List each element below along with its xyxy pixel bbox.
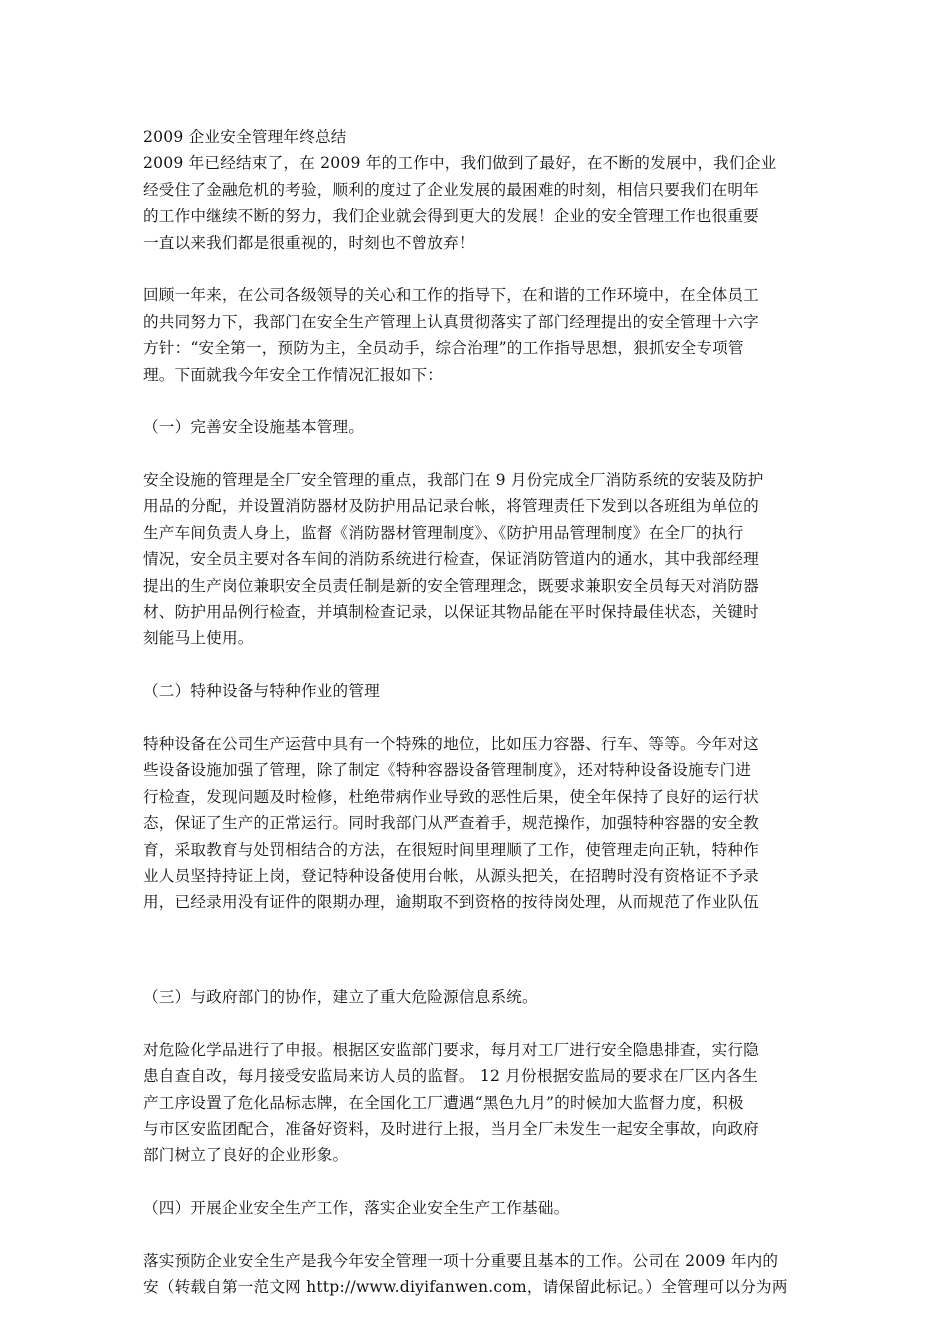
paragraph-gap (143, 1222, 809, 1248)
text-line: 的工作中继续不断的努力，我们企业就会得到更大的发展！企业的安全管理工作也很重要 (143, 207, 759, 226)
text-line: 生产车间负责人身上，监督《消防器材管理制度》、《防护用品管理制度》在全厂的执行 (143, 523, 744, 542)
paragraph-gap (143, 441, 809, 467)
text-line: 育，采取教育与处罚相结合的方法，在很短时间里理顺了工作，使管理走向正轨，特种作 (143, 840, 759, 859)
paragraph-gap (143, 388, 809, 414)
section-1-heading: （一）完善安全设施基本管理。 (143, 418, 365, 437)
text-line: 理。下面就我今年安全工作情况汇报如下： (143, 365, 444, 384)
review-paragraph (143, 282, 809, 388)
document-body (143, 124, 809, 1301)
text-line: 用品的分配，并设置消防器材及防护用品记录台帐，将管理责任下发到以各班组为单位的 (143, 497, 759, 516)
text-line: 特种设备在公司生产运营中具有一个特殊的地位，比如压力容器、行车、等等。今年对这 (143, 734, 759, 753)
paragraph-gap (143, 256, 809, 282)
section-3-paragraph (143, 1037, 809, 1169)
text-line: 材、防护用品例行检查，并填制检查记录，以保证其物品能在平时保持最佳状态，关键时 (143, 603, 759, 622)
paragraph-gap (143, 1011, 809, 1037)
section-3-heading: （三）与政府部门的协作，建立了重大危险源信息系统。 (143, 988, 538, 1007)
paragraph-gap (143, 916, 809, 958)
text-line: 用，已经录用没有证件的限期办理，逾期取不到资格的按待岗处理，从而规范了作业队伍 (143, 893, 759, 912)
text-line: 2009 年已经结束了，在 2009 年的工作中，我们做到了最好，在不断的发展中，我们企业 (143, 154, 777, 173)
text-line: 行检查，发现问题及时检修，杜绝带病作业导致的恶性后果，使全年保持了良好的运行状 (143, 787, 759, 806)
text-line: 患自查自改，每月接受安监局来访人员的监督。 12 月份根据安监局的要求在厂区内各生 (143, 1067, 758, 1086)
document-title: 2009 企业安全管理年终总结 (143, 128, 347, 146)
text-line: 部门树立了良好的企业形象。 (143, 1146, 349, 1165)
text-line: 安（转载自第一范文网 http://www.diyifanwen.com，请保留此标记。）全管理可以分为两 (143, 1278, 788, 1297)
text-line: 落实预防企业安全生产是我今年安全管理一项十分重要且基本的工作。公司在 2009 年内的 (143, 1252, 779, 1271)
paragraph-gap (143, 1169, 809, 1195)
text-line: 态，保证了生产的正常运行。同时我部门从严查着手，规范操作，加强特种容器的安全教 (143, 814, 759, 833)
text-line: 些设备设施加强了管理，除了制定《特种容器设备管理制度》，还对特种设备设施专门进 (143, 761, 752, 780)
text-line: 与市区安监团配合，准备好资料，及时进行上报，当月全厂未发生一起安全事故，向政府 (143, 1120, 759, 1139)
text-line: 方针：“安全第一，预防为主，全员动手，综合治理”的工作指导思想，狠抓安全专项管 (143, 339, 744, 358)
section-4-paragraph (143, 1248, 809, 1301)
section-2-heading: （二）特种设备与特种作业的管理 (143, 682, 380, 701)
paragraph-gap (143, 705, 809, 731)
section-2-paragraph (143, 731, 809, 916)
paragraph-gap (143, 958, 809, 984)
section-1-paragraph (143, 467, 809, 652)
text-line: 产工序设置了危化品标志牌，在全国化工厂遭遇“黑色九月”的时候加大监督力度，积极 (143, 1093, 744, 1112)
section-4-heading: （四）开展企业安全生产工作，落实企业安全生产工作基础。 (143, 1199, 570, 1218)
text-line: 对危险化学品进行了申报。根据区安监部门要求，每月对工厂进行安全隐患排查，实行隐 (143, 1040, 759, 1059)
text-line: 的共同努力下，我部门在安全生产管理上认真贯彻落实了部门经理提出的安全管理十六字 (143, 312, 759, 331)
paragraph-gap (143, 652, 809, 678)
text-line: 回顾一年来，在公司各级领导的关心和工作的指导下，在和谐的工作环境中，在全体员工 (143, 286, 759, 305)
text-line: 业人员坚持持证上岗，登记特种设备使用台帐，从源头把关，在招聘时没有资格证不予录 (143, 866, 759, 885)
text-line: 经受住了金融危机的考验，顺利的度过了企业发展的最困难的时刻，相信只要我们在明年 (143, 180, 759, 199)
text-line: 刻能马上使用。 (143, 629, 254, 648)
text-line: 安全设施的管理是全厂安全管理的重点，我部门在 9 月份完成全厂消防系统的安装及防护 (143, 471, 764, 490)
text-line: 一直以来我们都是很重视的，时刻也不曾放弃！ (143, 233, 475, 252)
text-line: 情况，安全员主要对各车间的消防系统进行检查，保证消防管道内的通水，其中我部经理 (143, 550, 759, 569)
text-line: 提出的生产岗位兼职安全员责任制是新的安全管理理念，既要求兼职安全员每天对消防器 (143, 576, 759, 595)
intro-paragraph (143, 150, 809, 256)
